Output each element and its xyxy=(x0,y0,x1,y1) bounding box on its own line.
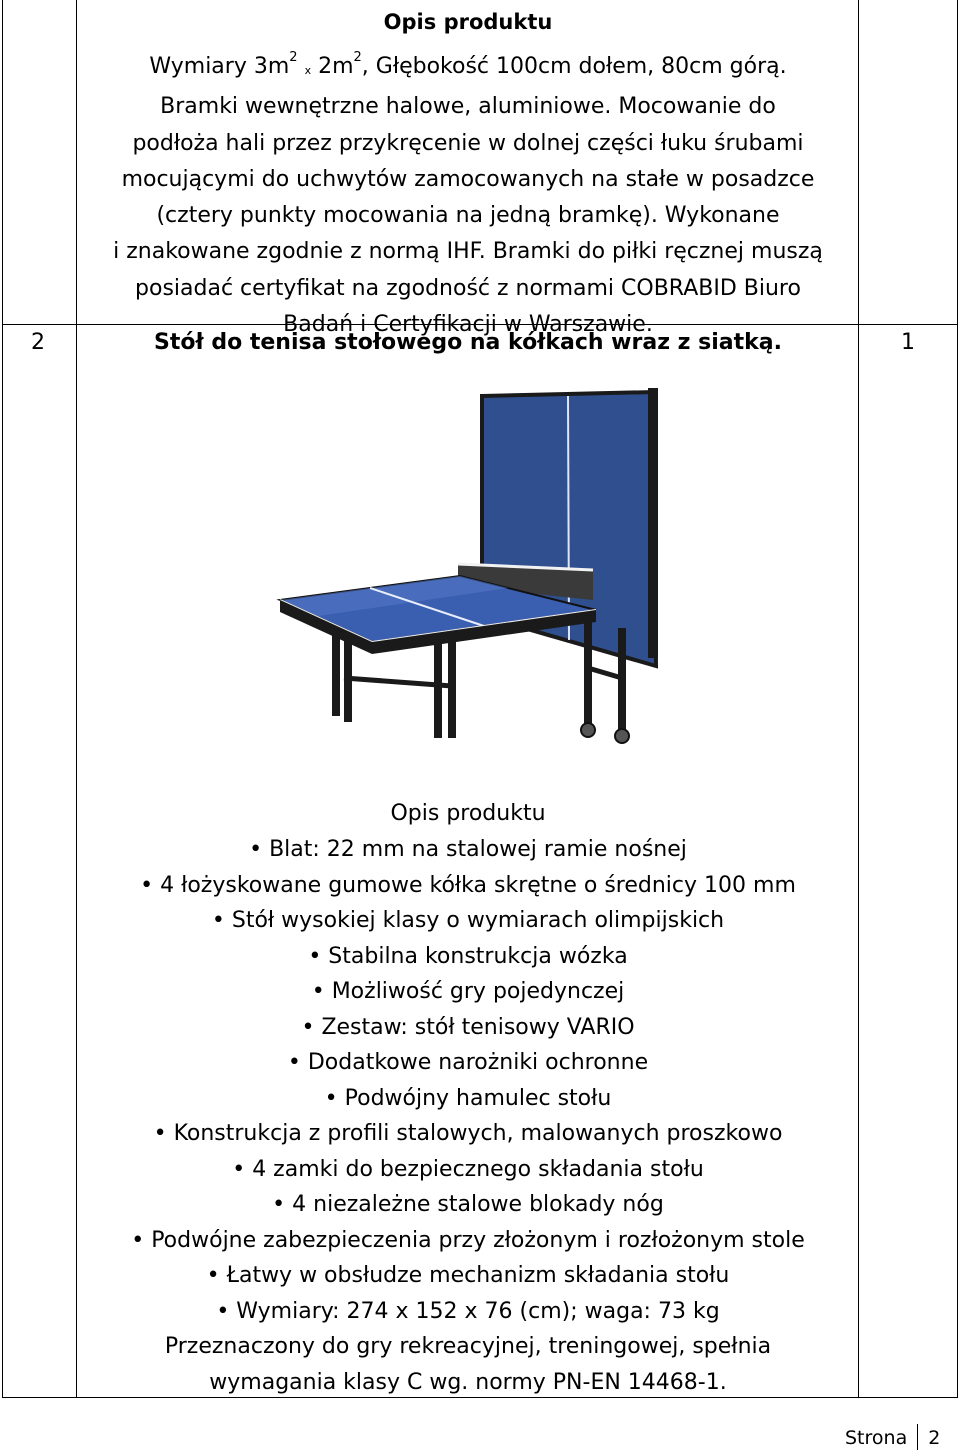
closing-line: Przeznaczony do gry rekreacyjnej, treningowej, spełnia xyxy=(164,1334,772,1359)
row1-description-title: Opis produktu xyxy=(383,10,553,34)
closing-line: wymagania klasy C wg. normy PN-EN 14468-1. xyxy=(209,1370,727,1395)
superscript-2: 2 xyxy=(353,50,362,65)
leg xyxy=(332,630,340,716)
row2-description xyxy=(78,796,858,1401)
row1-text-line: podłoża hali przez przykręcenie w dolnej części łuku śrubami xyxy=(132,130,804,156)
feature-bullet: • 4 łożyskowane gumowe kółka skrętne o średnicy 100 mm xyxy=(140,872,796,898)
feature-bullet: • Stół wysokiej klasy o wymiarach olimpijskich xyxy=(211,908,725,933)
table-border-col1 xyxy=(76,0,77,1398)
superscript-1: 2 xyxy=(289,50,298,65)
feature-bullet: • Dodatkowe narożniki ochronne xyxy=(287,1050,649,1075)
feature-bullet: • Blat: 22 mm na stalowej ramie nośnej xyxy=(249,837,687,862)
row1-text-line: i znakowane zgodnie z normą IHF. Bramki do piłki ręcznej muszą xyxy=(113,239,823,265)
row1-text-line: posiadać certyfikat na zgodność z normami COBRABID Biuro xyxy=(135,275,801,301)
raised-support xyxy=(648,388,658,658)
row1-text-line: (cztery punkty mocowania na jedną bramkę). Wykonane xyxy=(156,203,780,229)
row2-quantity: 1 xyxy=(901,330,915,355)
leg xyxy=(448,640,456,738)
table-border-right xyxy=(957,0,958,1398)
feature-bullet: • 4 zamki do bezpiecznego składania stołu xyxy=(232,1156,704,1182)
dimensions-part-b: 2m xyxy=(318,54,354,79)
leg xyxy=(434,642,442,738)
feature-bullet: • Łatwy w obsłudze mechanizm składania stołu xyxy=(206,1263,730,1288)
row1-text-line: mocującymi do uchwytów zamocowanych na stałe w posadzce xyxy=(121,166,815,192)
row1-dimensions-line xyxy=(78,40,858,89)
feature-bullet: • Wymiary: 274 x 152 x 76 (cm); waga: 73 kg xyxy=(216,1298,720,1324)
row2-number: 2 xyxy=(31,330,45,355)
table-border-col2 xyxy=(858,0,859,1398)
feature-bullet: • Podwójne zabezpieczenia przy złożonym i rozłożonym stole xyxy=(131,1227,805,1253)
feature-bullet: • 4 niezależne stalowe blokady nóg xyxy=(272,1192,664,1217)
footer-separator xyxy=(917,1424,918,1450)
footer-label: Strona xyxy=(845,1427,908,1449)
leg-brace xyxy=(588,668,622,678)
row2-item-name: Stół do tenisa stołowego na kółkach wraz z siatką. xyxy=(154,330,782,355)
feature-bullet: • Podwójny hamulec stołu xyxy=(324,1085,612,1111)
dimensions-part-c: , Głębokość 100cm dołem, 80cm górą. xyxy=(361,54,787,79)
wheel xyxy=(581,723,595,737)
row1-text-line: Bramki wewnętrzne halowe, aluminiowe. Mocowanie do xyxy=(160,94,776,120)
dimensions-x: x xyxy=(304,64,312,77)
ping-pong-table-photo xyxy=(248,378,700,796)
footer-page-number: 2 xyxy=(928,1427,941,1449)
feature-bullet: • Możliwość gry pojedynczej xyxy=(311,979,625,1004)
row1-description xyxy=(78,4,858,343)
feature-bullet: • Zestaw: stół tenisowy VARIO xyxy=(301,1014,635,1040)
leg xyxy=(618,628,626,732)
row2-description-title: Opis produktu xyxy=(390,801,546,826)
wheel xyxy=(615,729,629,743)
page-footer xyxy=(845,1424,940,1452)
row1-text-line: Badań i Certyfikacji w Warszawie. xyxy=(283,312,653,338)
table-border-left xyxy=(2,0,3,1398)
feature-bullet: • Konstrukcja z profili stalowych, malowanych proszkowo xyxy=(153,1121,783,1146)
dimensions-part-a: Wymiary 3m xyxy=(149,54,290,79)
feature-bullet: • Stabilna konstrukcja wózka xyxy=(308,943,628,969)
